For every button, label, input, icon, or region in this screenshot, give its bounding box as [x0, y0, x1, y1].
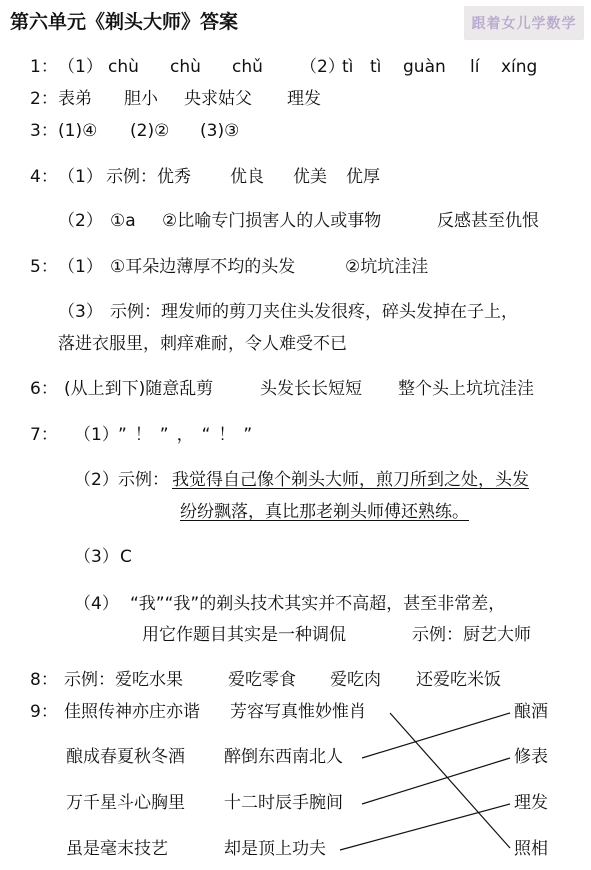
- q8-answer: 还爱吃米饭: [416, 670, 501, 690]
- q2-answer: 胆小: [124, 89, 158, 109]
- q9-col1-item: 佳照传神亦庄亦谐: [64, 702, 200, 722]
- q4-answer: 优良: [230, 167, 264, 187]
- q7-label: 7：: [30, 425, 58, 445]
- q1-answer: tì: [342, 57, 354, 77]
- q1-answer: lí: [470, 57, 480, 77]
- q7-answer: C: [120, 547, 132, 567]
- q7-answer: 示例：厨艺大师: [412, 625, 531, 645]
- q9-col2-item: 却是顶上功夫: [224, 839, 326, 859]
- q4-answer: 优美: [293, 167, 327, 187]
- q8-answer: 爱吃肉: [330, 670, 381, 690]
- q5-part1-label: （1）: [58, 257, 103, 277]
- q2-answer: 央求姑父: [184, 89, 252, 109]
- q5-answer: 示例：理发师的剪刀夹住头发很疼，碎头发掉在子上，: [110, 302, 518, 322]
- q9-match-line: [340, 804, 510, 850]
- q4-answer: 反感甚至仇恨: [437, 211, 539, 231]
- q7-answer: 用它作题目其实是一种调侃: [142, 625, 346, 645]
- q9-col1-item: 酿成春夏秋冬酒: [66, 747, 185, 767]
- q9-col3-item: 理发: [514, 793, 548, 813]
- q9-col3-item: 酿酒: [514, 702, 548, 722]
- q8-answer: 爱吃零食: [228, 670, 296, 690]
- q7-answer: 我觉得自己像个剃头大师，煎刀所到之处，头发: [172, 470, 529, 490]
- q7-answer: ”！”，“！”: [118, 425, 261, 445]
- q8-label: 8：: [30, 670, 58, 690]
- q5-answer: 落进衣服里，刺痒难耐，令人难受不已: [58, 334, 347, 354]
- q6-label: 6：: [30, 379, 58, 399]
- q9-col2-item: 醉倒东西南北人: [224, 747, 343, 767]
- q5-answer: ①耳朵边薄厚不均的头发: [110, 257, 296, 277]
- q1-answer: chù: [170, 57, 201, 77]
- q1-answer: chǔ: [232, 57, 263, 77]
- q1-part1-label: （1）: [58, 57, 103, 77]
- q6-answer: (从上到下)随意乱剪: [64, 379, 214, 399]
- q4-label: 4：: [30, 167, 58, 187]
- q7-part4-label: （4）: [74, 594, 119, 614]
- q7-answer: 纷纷飘落，真比那老剃头师傅还熟练。: [180, 502, 469, 522]
- q1-label: 1：: [30, 57, 58, 77]
- q1-answer: xíng: [501, 57, 538, 77]
- q9-col3-item: 照相: [514, 839, 548, 859]
- q7-part1-label: （1）: [74, 425, 119, 445]
- q9-col1-item: 虽是毫末技艺: [66, 839, 168, 859]
- q3-answer: (3)③: [200, 121, 240, 141]
- q7-part2-label: （2）: [74, 470, 119, 490]
- q4-part1-label: （1）: [58, 167, 103, 187]
- q4-answer: 示例：优秀: [106, 167, 191, 187]
- q2-label: 2：: [30, 89, 58, 109]
- q7-answer: “我”“我”的剃头技术其实并不高超，甚至非常差，: [130, 594, 506, 614]
- q4-answer: ②比喻专门损害人的人或事物: [162, 211, 382, 231]
- q7-part3-label: （3）: [74, 547, 119, 567]
- q4-part2-label: （2）: [58, 211, 103, 231]
- q5-label: 5：: [30, 257, 58, 277]
- q6-answer: 头发长长短短: [260, 379, 362, 399]
- q1-answer: chù: [108, 57, 139, 77]
- q7-part2-prefix: 示例：: [118, 470, 169, 490]
- q1-answer: guàn: [403, 57, 446, 77]
- watermark-text: 跟着女儿学数学: [471, 16, 577, 32]
- q8-answer: 示例：爱吃水果: [64, 670, 183, 690]
- q5-part3-label: （3）: [58, 302, 103, 322]
- q9-col2-item: 芳容写真惟妙惟肖: [230, 702, 366, 722]
- q1-part2-label: （2）: [300, 57, 345, 77]
- page-title: 第六单元《剃头大师》答案: [10, 11, 239, 33]
- q3-label: 3：: [30, 121, 58, 141]
- q9-col2-item: 十二时辰手腕间: [224, 793, 343, 813]
- q2-answer: 理发: [287, 89, 321, 109]
- q4-answer: ①a: [110, 211, 136, 231]
- q1-answer: tì: [370, 57, 382, 77]
- q9-col3-item: 修表: [514, 747, 548, 767]
- q5-answer: ②坑坑洼洼: [345, 257, 429, 277]
- q6-answer: 整个头上坑坑洼洼: [398, 379, 534, 399]
- q3-answer: (2)②: [130, 121, 170, 141]
- q3-answer: (1)④: [58, 121, 98, 141]
- q9-col1-item: 万千星斗心胸里: [66, 793, 185, 813]
- q2-answer: 表弟: [58, 89, 92, 109]
- q4-answer: 优厚: [346, 167, 380, 187]
- q9-match-line: [362, 713, 510, 758]
- q9-label: 9：: [30, 702, 58, 722]
- q9-match-line: [390, 713, 510, 848]
